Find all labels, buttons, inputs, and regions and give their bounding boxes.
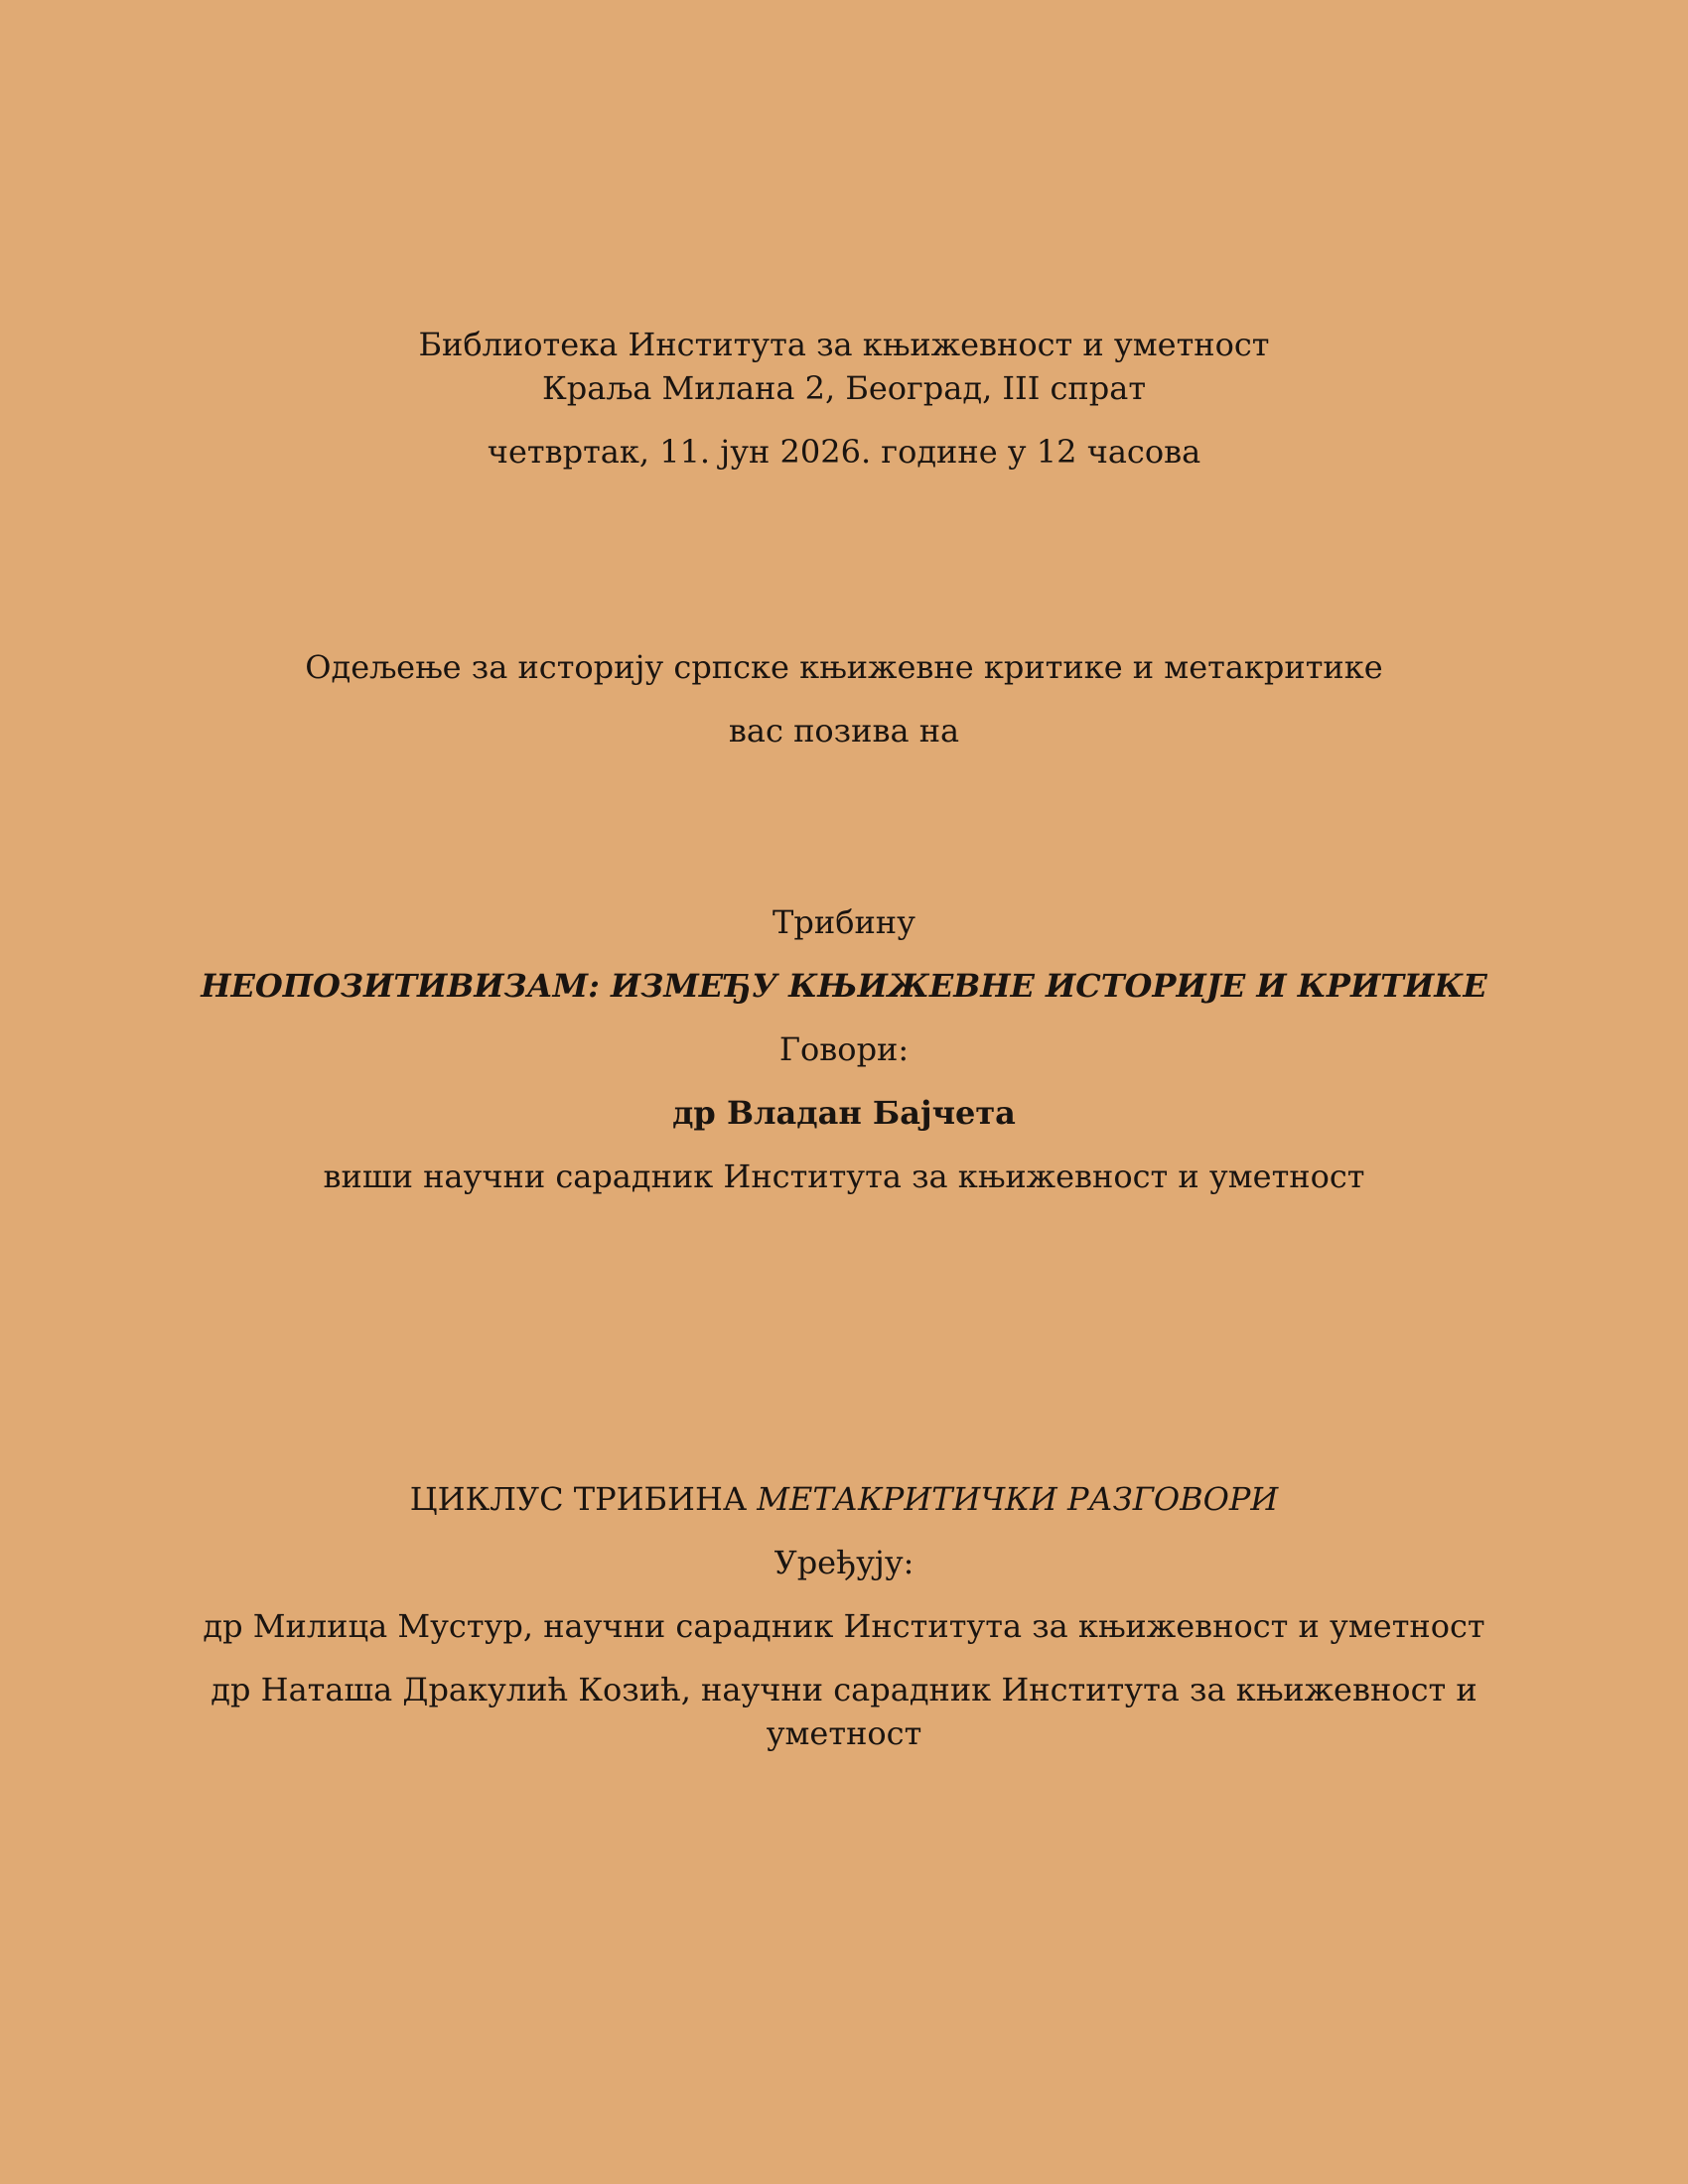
editor-1: др Милица Мустур, научни сарадник Института за књижевност и уметност: [203, 1607, 1485, 1645]
date-time: четвртак, 11. јун 2026. године у 12 часова: [487, 433, 1201, 471]
editor-2: др Наташа Дракулић Козић, научни сарадник Института за књижевност и уметност: [211, 1671, 1477, 1752]
department-name: Одељење за историју српске књижевне критике и метакритике: [305, 648, 1383, 686]
speaker-name: др Владан Бајчета: [672, 1094, 1016, 1132]
series-name: МЕТАКРИТИЧКИ РАЗГОВОРИ: [757, 1480, 1279, 1518]
event-title: НЕОПОЗИТИВИЗАМ: ИЗМЕЂУ КЊИЖЕВНЕ ИСТОРИЈЕ И КРИТИКЕ: [201, 967, 1487, 1005]
library-name: Библиотека Института за књижевност и уметност: [418, 326, 1270, 363]
address: Краља Милана 2, Београд, III спрат: [541, 369, 1147, 407]
editors-label: Уређују:: [774, 1544, 914, 1581]
speaks-label: Говори:: [778, 1030, 910, 1068]
series-prefix: ЦИКЛУС ТРИБИНА: [409, 1480, 748, 1518]
speaker-title: виши научни сарадник Института за књижевност и уметност: [323, 1158, 1365, 1195]
invites-text: вас позива на: [728, 712, 960, 750]
event-type: Трибину: [773, 903, 915, 941]
venue-block: [149, 323, 1539, 474]
event-block: [149, 900, 1539, 1198]
series-block: [149, 1477, 1539, 1755]
series-heading: [149, 1477, 1539, 1521]
invitation-block: [149, 645, 1539, 752]
